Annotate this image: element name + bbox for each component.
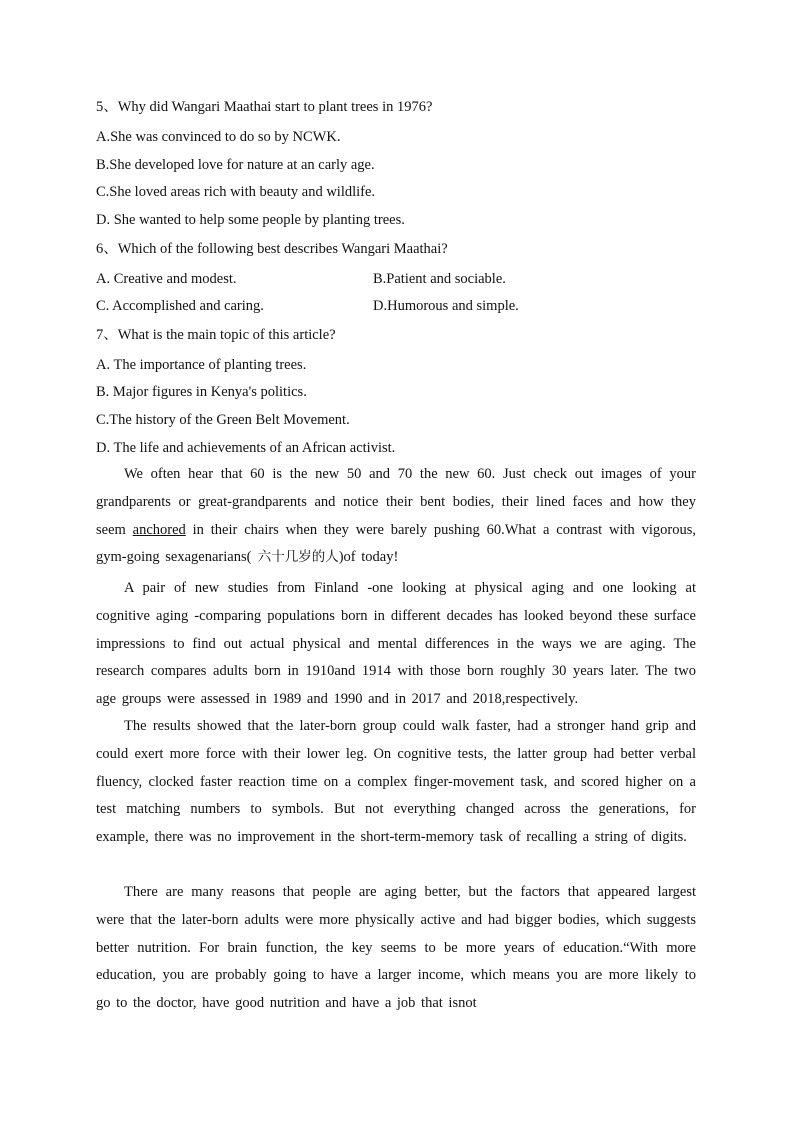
- question-5-option-b: B.She developed love for nature at an carly age.: [96, 157, 375, 173]
- question-6-option-a: A. Creative and modest.: [96, 271, 237, 287]
- question-6-option-c: C. Accomplished and caring.: [96, 298, 264, 314]
- passage-p1-text-a: We often hear that 60 is the new 50 and 70 the new 60. Just check out images of your grandparents or great-grandparents and notice their bent bodies, their lined faces and how they seem: [96, 466, 696, 538]
- passage-paragraph-4: There are many reasons that people are aging better, but the factors that appeared largest were that the later-born adults were more physically active and had bigger bodies, which suggests better nutrition. For brain function, the key seems to be more years of education.“With more education, you are probably going to have a larger income, which means you are more likely to go to the doctor, have good nutrition and have a job that isnot: [96, 884, 696, 1012]
- question-7-option-a: A. The importance of planting trees.: [96, 357, 307, 373]
- underlined-word-anchored: anchored: [132, 521, 186, 538]
- question-6-option-b: B.Patient and sociable.: [373, 271, 506, 287]
- question-7-stem: 7、What is the main topic of this article?: [96, 327, 336, 343]
- passage-paragraph-1: [96, 461, 696, 572]
- question-7-option-c: C.The history of the Green Belt Movement.: [96, 412, 350, 428]
- question-5-option-a: A.She was convinced to do so by NCWK.: [96, 129, 341, 145]
- passage-p1-text-c: )of today!: [338, 549, 399, 566]
- passage-paragraph-2: A pair of new studies from Finland -one looking at physical aging and one looking at cognitive aging -comparing populations born in different decades has looked beyond these surface impressions to find out actual physical and mental differences in the ways we are aging. The research compares adults born in 1910and 1914 with those born roughly 30 years later. The two age groups were assessed in 1989 and 1990 and in 2017 and 2018,respectively.: [96, 580, 696, 708]
- chinese-gloss: 六十几岁的人: [251, 549, 339, 566]
- question-5-stem: 5、Why did Wangari Maathai start to plant trees in 1976?: [96, 99, 433, 115]
- question-7-option-b: B. Major figures in Kenya's politics.: [96, 384, 307, 400]
- passage-p1-text-b: in their chairs when they were barely pushing 60.What a contrast with vigorous, gym-going sexagenarians(: [96, 521, 697, 566]
- question-6-stem: 6、Which of the following best describes Wangari Maathai?: [96, 241, 448, 257]
- question-6-option-d: D.Humorous and simple.: [373, 298, 519, 314]
- passage-paragraph-3: The results showed that the later-born group could walk faster, had a stronger hand grip and could exert more force with their lower leg. On cognitive tests, the latter group had better verbal fluency, clocked faster reaction time on a complex finger-movement task, and scored higher on a test matching numbers to symbols. But not everything changed across the generations, for example, there was no improvement in the short-term-memory task of recalling a string of digits.: [96, 718, 696, 846]
- question-5-option-c: C.She loved areas rich with beauty and wildlife.: [96, 184, 376, 200]
- question-5-option-d: D. She wanted to help some people by planting trees.: [96, 212, 405, 228]
- question-7-option-d: D. The life and achievements of an African activist.: [96, 440, 396, 456]
